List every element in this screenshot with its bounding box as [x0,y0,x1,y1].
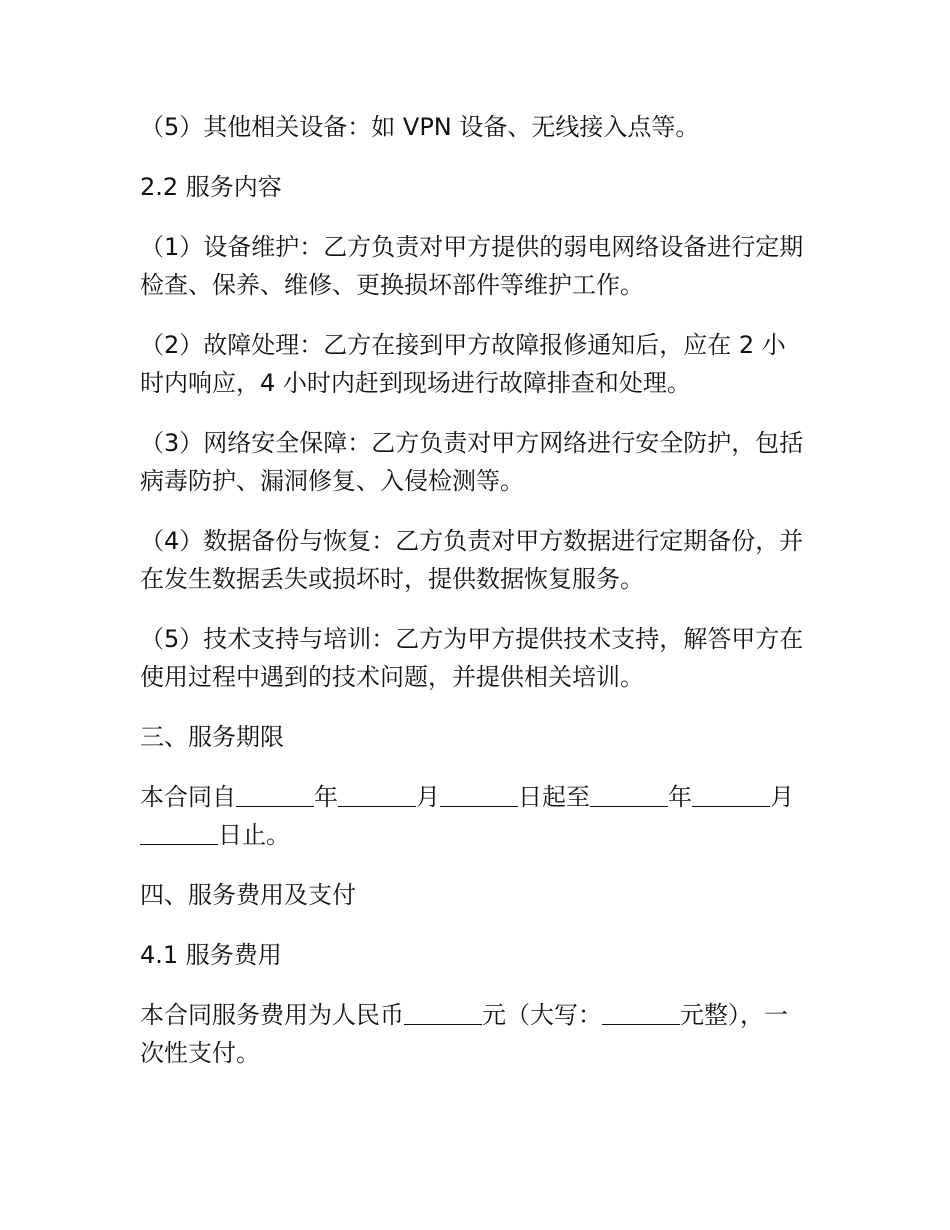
term-month-label-2: 月 [770,783,794,811]
term-year-label-1: 年 [314,783,338,811]
fee-prefix: 本合同服务费用为人民币 [140,1001,404,1029]
paragraph-fee-amount [140,996,808,1072]
heading-4-1-service-fee: 4.1 服务费用 [140,941,282,969]
term-end-label: 日止。 [218,821,290,849]
term-month-label-1: 月 [416,783,440,811]
document-body [140,108,808,1094]
term-day-label-1: 日起至 [518,783,590,811]
blank-fee-amount[interactable] [404,1002,482,1025]
fee-end-label: 元整），一次性支付。 [140,1001,788,1067]
paragraph-tech-support: （5）技术支持与培训：乙方为甲方提供技术支持，解答甲方在使用过程中遇到的技术问题，并提供相关培训。 [140,625,804,691]
paragraph-device-maintenance: （1）设备维护：乙方负责对甲方提供的弱电网络设备进行定期检查、保养、维修、更换损坏部件等维护工作。 [140,233,804,299]
term-prefix: 本合同自 [140,783,236,811]
blank-start-month[interactable] [338,784,416,807]
blank-start-year[interactable] [236,784,314,807]
blank-start-day[interactable] [440,784,518,807]
heading-service-term: 三、服务期限 [140,723,284,751]
heading-2-2-service-content: 2.2 服务内容 [140,173,282,201]
paragraph-network-security: （3）网络安全保障：乙方负责对甲方网络进行安全防护，包括病毒防护、漏洞修复、入侵检测等。 [140,429,804,495]
blank-end-month[interactable] [692,784,770,807]
paragraph-term-dates [140,778,808,854]
fee-yuan-label: 元（大写： [482,1001,602,1029]
heading-fees-and-payment: 四、服务费用及支付 [140,881,356,909]
paragraph-data-backup: （4）数据备份与恢复：乙方负责对甲方数据进行定期备份，并在发生数据丢失或损坏时，提供数据恢复服务。 [140,527,804,593]
paragraph-fault-handling: （2）故障处理：乙方在接到甲方故障报修通知后，应在 2 小时内响应，4 小时内赶到现场进行故障排查和处理。 [140,331,786,397]
blank-end-year[interactable] [590,784,668,807]
blank-fee-amount-capital[interactable] [602,1002,680,1025]
term-year-label-2: 年 [668,783,692,811]
blank-end-day[interactable] [140,822,218,845]
paragraph-other-devices: （5）其他相关设备：如 VPN 设备、无线接入点等。 [140,113,700,141]
